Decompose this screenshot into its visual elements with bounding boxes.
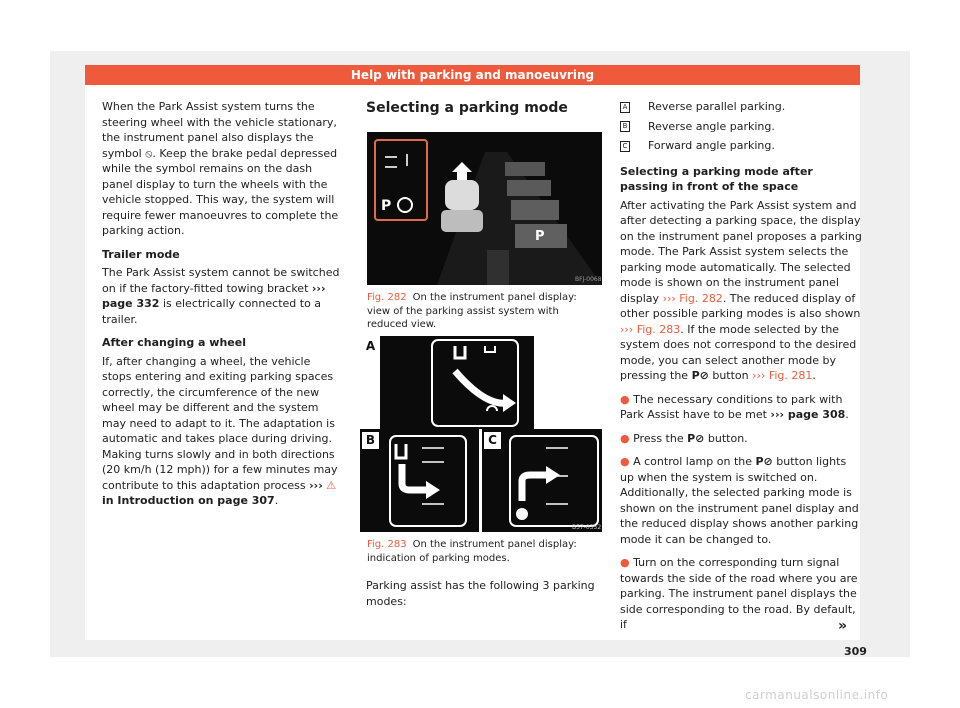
right-column [620, 99, 862, 641]
bullet-icon: ● [620, 392, 634, 406]
mode-key-b: B [620, 121, 630, 132]
parking-modes-intro: Parking assist has the following 3 parking modes: [366, 579, 595, 608]
link-arrow[interactable]: ››› [309, 478, 323, 492]
paragraph-selecting: After activating the Park Assist system and after detecting a parking space, the display on the instrument panel proposes a parking mode. The Park Assist system selects the parking mode automatically. The selected mode is shown on the instrument panel display ››› Fig. 282. The reduced display of other possible parking modes is also shown ››› Fig. 283. If the mode selected by the system does not correspond to the desired mode, you can select another mode by pressing the P⊘ button ››› Fig. 281. [620, 198, 862, 382]
parking-modes-illustration [360, 336, 602, 532]
link-fig-282[interactable]: ››› Fig. 282 [662, 291, 723, 305]
parking-display-illustration [367, 132, 602, 285]
figure-282-code: BFJ-0068 [575, 276, 602, 283]
figure-283-panel-b-label: B [362, 432, 379, 449]
mode-key-a: A [620, 102, 630, 113]
parking-button-icon: P⊘ [691, 369, 709, 382]
paragraph-wheel: If, after changing a wheel, the vehicle stops entering and exiting parking spaces correctly, the circumference of the new wheel may be different and the system may need to adapt to it. The adaptation is automatic and takes place during driving. Making turns slowly and in both directions (20 km/h (12 mph)) for a few minutes may contribute to this adaptation process ››› ⚠ in Introduction on page 307. [102, 354, 338, 507]
figure-283-label: Fig. 283 [367, 539, 407, 550]
parking-button-icon: P⊘ [755, 455, 773, 468]
mode-key-c: C [620, 141, 630, 152]
bullet-item: ● The necessary conditions to park with Park Assist have to be met ››› page 308. [620, 392, 849, 421]
mode-item: A Reverse parallel parking. [620, 99, 862, 115]
link-page-332[interactable]: ››› page 332 [102, 281, 326, 310]
left-column [102, 99, 342, 517]
link-page-308[interactable]: ››› page 308 [770, 408, 846, 421]
mode-item: C Forward angle parking. [620, 138, 862, 154]
bullet-item: ● Press the P⊘ button. [620, 431, 748, 445]
figure-282-label: Fig. 282 [367, 292, 407, 303]
figure-282-caption: Fig. 282 On the instrument panel display: view of the parking assist system with reduced view. [367, 292, 577, 330]
figure-283-caption: Fig. 283 On the instrument panel display: indication of parking modes. [367, 539, 577, 564]
figure-283-panel-c-label: C [484, 432, 501, 449]
bullet-icon: ● [620, 556, 634, 569]
bullet-icon: ● [620, 455, 634, 468]
mode-item: B Reverse angle parking. [620, 119, 862, 135]
page-header: Help with parking and manoeuvring [85, 65, 860, 85]
parking-button-icon: P⊘ [687, 431, 705, 445]
svg-text:P: P [535, 229, 545, 244]
figure-283-panel-a-label: A [362, 338, 379, 355]
link-fig-283[interactable]: ››› Fig. 283 [620, 322, 681, 336]
section-title: Selecting a parking mode [366, 100, 568, 116]
figure-282-image [367, 132, 602, 285]
heading-trailer-mode: Trailer mode [102, 247, 180, 261]
paragraph-intro: When the Park Assist system turns the steering wheel with the vehicle stationary, the instrument panel also displays the symbol ⦸. Keep the brake pedal depressed while the symbol remains on the dash panel display to turn the wheels with the vehicle stopped. This way, the system will require fewer manoeuvres to complete the parking action. [102, 100, 339, 237]
link-fig-281[interactable]: ››› Fig. 281 [752, 369, 813, 382]
bullet-icon: ● [620, 431, 634, 445]
svg-text:P: P [381, 198, 392, 214]
warning-icon: ⚠ [326, 478, 337, 492]
heading-after-changing-wheel: After changing a wheel [102, 336, 246, 349]
continue-icon: » [838, 618, 848, 634]
figure-283-image [360, 336, 602, 532]
bullet-item: ● Turn on the corresponding turn signal towards the side of the road where you are parking. The instrument panel displays the side corresponding to the road. By default, if [620, 556, 858, 631]
page-number: 309 [844, 645, 867, 658]
paragraph-trailer: The Park Assist system cannot be switched on if the factory-fitted towing bracket ››› page 332 is electrically connected to a trailer. [102, 266, 340, 326]
watermark: carmanualsonline.info [745, 688, 889, 702]
link-introduction-page-307[interactable]: in Introduction on page 307 [102, 494, 275, 507]
figure-283-code: B57-0352 [572, 524, 602, 531]
bullet-item: ● A control lamp on the P⊘ button lights up when the system is switched on. Additionally, the selected parking mode is shown on the instrument panel display and the reduced display shows another parking mode it can be changed to. [620, 455, 859, 546]
heading-selecting-parking-mode: Selecting a parking mode after passing in front of the space [620, 164, 813, 193]
